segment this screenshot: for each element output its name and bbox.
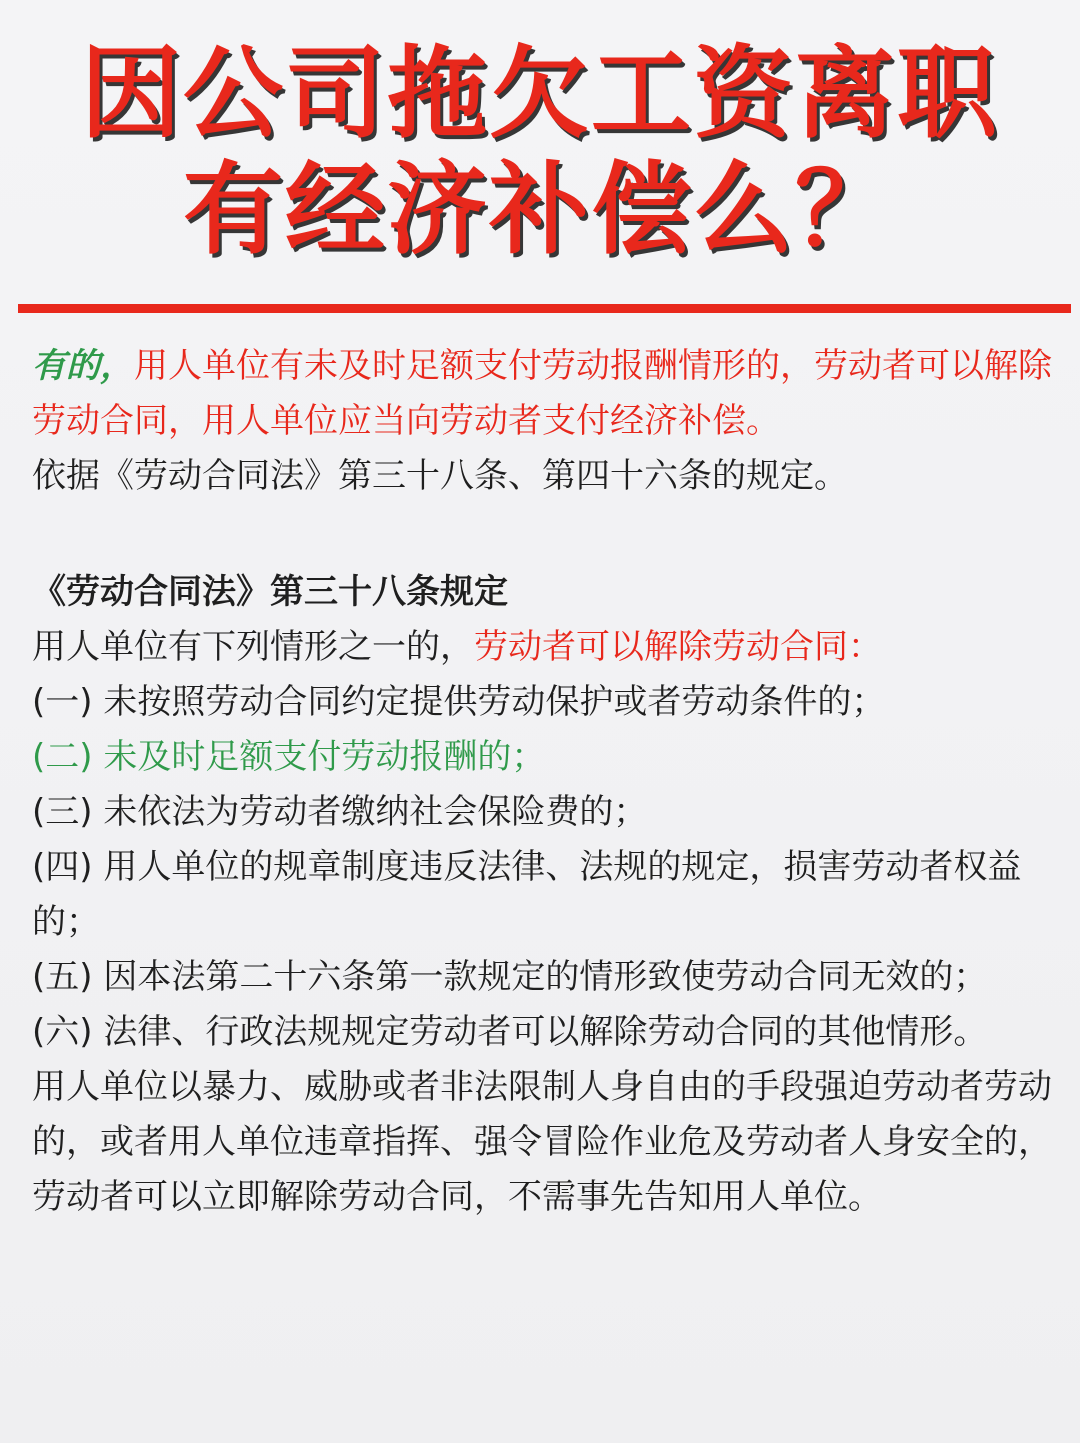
article-item-2: (二) 未及时足额支付劳动报酬的； bbox=[32, 737, 546, 777]
article-item-5: (五) 因本法第二十六条第一款规定的情形致使劳动合同无效的； bbox=[32, 957, 988, 997]
article-intro bbox=[32, 620, 1062, 675]
article-item-1: (一) 未按照劳动合同约定提供劳动保护或者劳动条件的； bbox=[32, 682, 886, 722]
article-item-6: (六) 法律、行政法规规定劳动者可以解除劳动合同的其他情形。 bbox=[32, 1012, 988, 1052]
article-heading: 《劳动合同法》第三十八条规定 bbox=[32, 572, 508, 612]
section-spacer bbox=[32, 504, 1062, 559]
title-divider bbox=[18, 304, 1071, 313]
title-line-2: 有经济补偿么？ bbox=[183, 151, 897, 268]
answer-paragraph bbox=[32, 339, 1062, 449]
article-intro-text: 用人单位有下列情形之一的， bbox=[32, 627, 474, 667]
article-item-3: (三) 未依法为劳动者缴纳社会保险费的； bbox=[32, 792, 648, 832]
page-title bbox=[0, 36, 1080, 268]
answer-lead: 有的， bbox=[32, 346, 134, 386]
legal-basis: 依据《劳动合同法》第三十八条、第四十六条的规定。 bbox=[32, 456, 848, 496]
article-intro-red: 劳动者可以解除劳动合同： bbox=[474, 627, 882, 667]
answer-red-text: 用人单位有未及时足额支付劳动报酬情形的，劳动者可以解除劳动合同，用人单位应当向劳动者支付经济补偿。 bbox=[32, 346, 1052, 441]
article-item-4: (四) 用人单位的规章制度违反法律、法规的规定，损害劳动者权益的； bbox=[32, 847, 1022, 942]
content-body bbox=[32, 339, 1062, 1225]
title-line-1: 因公司拖欠工资离职 bbox=[81, 35, 999, 152]
article-closing: 用人单位以暴力、威胁或者非法限制人身自由的手段强迫劳动者劳动的，或者用人单位违章指挥、强令冒险作业危及劳动者人身安全的，劳动者可以立即解除劳动合同，不需事先告知用人单位。 bbox=[32, 1067, 1052, 1217]
